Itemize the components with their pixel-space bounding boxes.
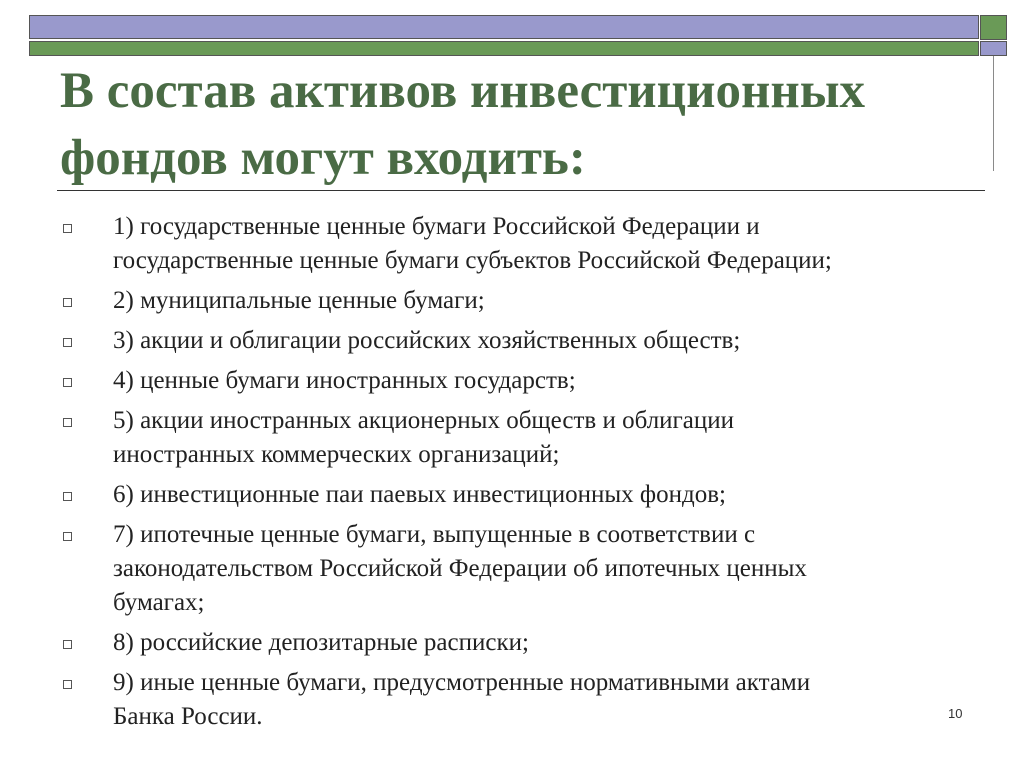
list-item-text: 4) ценные бумаги иностранных государств; xyxy=(113,367,576,394)
page-number: 10 xyxy=(948,706,963,721)
list-item xyxy=(63,666,963,734)
slide-title-line-1: В состав активов инвестиционных xyxy=(60,63,866,119)
title-divider xyxy=(57,190,985,191)
hollow-square-icon xyxy=(63,224,72,233)
hollow-square-icon xyxy=(63,418,72,427)
corner-square-purple xyxy=(980,41,1007,56)
list-item-text: 2) муниципальные ценные бумаги; xyxy=(113,287,485,314)
list-item-text: 1) государственные ценные бумаги Российской Федерации и государственные ценные бумаги субъектов Российской Федерации; xyxy=(113,213,832,274)
list-item xyxy=(63,404,963,472)
list-item xyxy=(63,478,963,512)
list-item xyxy=(63,284,963,318)
hollow-square-icon xyxy=(63,338,72,347)
list-item xyxy=(63,626,963,660)
corner-vertical-line xyxy=(993,56,994,171)
list-item xyxy=(63,210,963,278)
asset-list xyxy=(63,210,963,740)
list-item xyxy=(63,518,963,620)
list-item xyxy=(63,324,963,358)
hollow-square-icon xyxy=(63,378,72,387)
hollow-square-icon xyxy=(63,532,72,541)
corner-square-green xyxy=(980,15,1007,40)
list-item-text: 8) российские депозитарные расписки; xyxy=(113,629,529,656)
hollow-square-icon xyxy=(63,640,72,649)
hollow-square-icon xyxy=(63,298,72,307)
header-band-green xyxy=(29,41,979,56)
list-item-text: 5) акции иностранных акционерных обществ и облигации иностранных коммерческих организаций; xyxy=(113,407,735,468)
list-item-text: 3) акции и облигации российских хозяйственных обществ; xyxy=(113,327,741,354)
list-item-text: 9) иные ценные бумаги, предусмотренные нормативными актами Банка России. xyxy=(113,669,811,730)
list-item-text: 7) ипотечные ценные бумаги, выпущенные в соответствии с законодательством Российской Федерации об ипотечных ценных бумагах; xyxy=(113,521,807,616)
slide-title-line-2: фондов могут входить: xyxy=(60,130,586,186)
header-band-purple xyxy=(29,15,979,39)
list-item-text: 6) инвестиционные паи паевых инвестиционных фондов; xyxy=(113,481,726,508)
hollow-square-icon xyxy=(63,680,72,689)
hollow-square-icon xyxy=(63,492,72,501)
list-item xyxy=(63,364,963,398)
slide-title xyxy=(60,58,990,192)
